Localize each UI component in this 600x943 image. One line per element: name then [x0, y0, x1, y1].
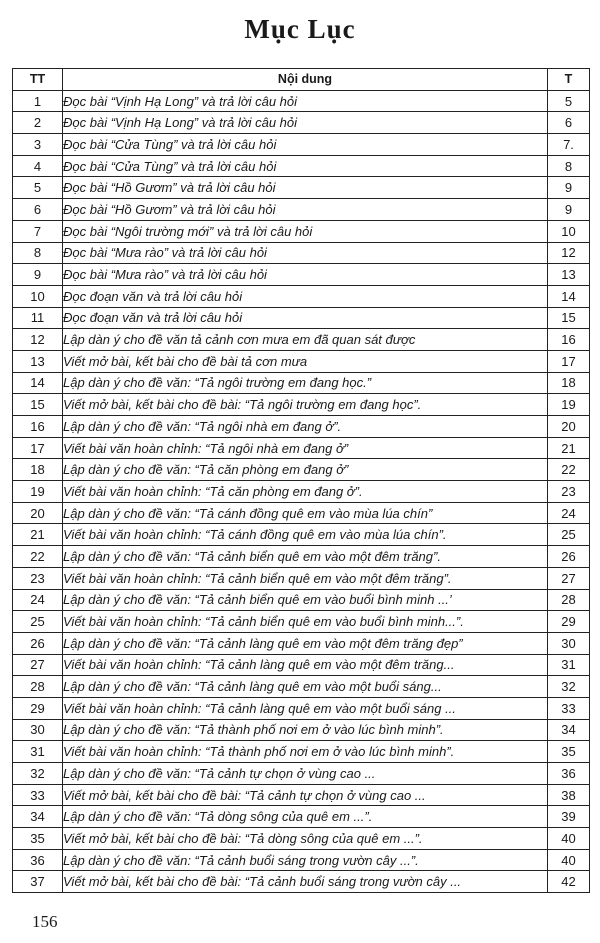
row-page: 33 [548, 697, 590, 719]
table-row [13, 264, 590, 286]
table-row [13, 199, 590, 221]
table-row [13, 437, 590, 459]
row-number: 28 [13, 676, 63, 698]
row-page: 39 [548, 806, 590, 828]
row-page: 40 [548, 828, 590, 850]
row-content: Đọc bài “Cửa Tùng” và trả lời câu hỏi [63, 155, 548, 177]
table-row [13, 481, 590, 503]
row-number: 1 [13, 90, 63, 112]
table-row [13, 372, 590, 394]
row-number: 34 [13, 806, 63, 828]
row-page: 17 [548, 350, 590, 372]
table-row [13, 307, 590, 329]
table-row [13, 871, 590, 893]
header-content: Nội dung [63, 69, 548, 91]
table-row [13, 546, 590, 568]
row-page: 13 [548, 264, 590, 286]
table-row [13, 784, 590, 806]
row-content: Đọc bài “Vịnh Hạ Long” và trả lời câu hỏi [63, 112, 548, 134]
row-page: 32 [548, 676, 590, 698]
page-number: 156 [32, 912, 58, 931]
row-content: Lập dàn ý cho đề văn: “Tả căn phòng em đang ở” [63, 459, 548, 481]
row-number: 29 [13, 697, 63, 719]
table-row [13, 741, 590, 763]
row-page: 31 [548, 654, 590, 676]
row-number: 5 [13, 177, 63, 199]
table-row [13, 524, 590, 546]
row-page: 30 [548, 632, 590, 654]
row-content: Lập dàn ý cho đề văn: “Tả cảnh buổi sáng trong vườn cây ...”. [63, 849, 548, 871]
row-page: 35 [548, 741, 590, 763]
row-content: Đọc bài “Vịnh Hạ Long” và trả lời câu hỏi [63, 90, 548, 112]
row-page: 38 [548, 784, 590, 806]
row-number: 22 [13, 546, 63, 568]
row-number: 10 [13, 285, 63, 307]
row-page: 28 [548, 589, 590, 611]
table-row [13, 763, 590, 785]
row-page: 9 [548, 199, 590, 221]
row-page: 19 [548, 394, 590, 416]
row-content: Lập dàn ý cho đề văn: “Tả cảnh làng quê em vào một buổi sáng... [63, 676, 548, 698]
row-number: 31 [13, 741, 63, 763]
row-content: Viết mở bài, kết bài cho đề bài: “Tả ngôi trường em đang học”. [63, 394, 548, 416]
row-page: 9 [548, 177, 590, 199]
table-row [13, 849, 590, 871]
row-number: 26 [13, 632, 63, 654]
row-page: 23 [548, 481, 590, 503]
row-number: 18 [13, 459, 63, 481]
table-row [13, 329, 590, 351]
row-page: 10 [548, 220, 590, 242]
row-content: Viết mở bài, kết bài cho đề bài: “Tả cảnh tự chọn ở vùng cao ... [63, 784, 548, 806]
row-content: Viết mở bài, kết bài cho đề bài: “Tả cảnh buổi sáng trong vườn cây ... [63, 871, 548, 893]
row-content: Viết mở bài, kết bài cho đề bài: “Tả dòng sông của quê em ...”. [63, 828, 548, 850]
row-number: 23 [13, 567, 63, 589]
table-row [13, 611, 590, 633]
table-row [13, 697, 590, 719]
row-content: Viết mở bài, kết bài cho đề bài tả cơn mưa [63, 350, 548, 372]
row-content: Lập dàn ý cho đề văn: “Tả cảnh biển quê em vào một đêm trăng”. [63, 546, 548, 568]
row-page: 20 [548, 416, 590, 438]
table-row [13, 806, 590, 828]
row-number: 13 [13, 350, 63, 372]
row-content: Viết bài văn hoàn chỉnh: “Tả cảnh biển quê em vào một đêm trăng”. [63, 567, 548, 589]
row-content: Lập dàn ý cho đề văn: “Tả ngôi trường em đang học.” [63, 372, 548, 394]
row-number: 30 [13, 719, 63, 741]
row-number: 24 [13, 589, 63, 611]
row-page: 18 [548, 372, 590, 394]
row-content: Đọc đoạn văn và trả lời câu hỏi [63, 307, 548, 329]
row-number: 8 [13, 242, 63, 264]
row-number: 32 [13, 763, 63, 785]
row-content: Viết bài văn hoàn chỉnh: “Tả cảnh làng quê em vào một buổi sáng ... [63, 697, 548, 719]
row-content: Đọc bài “Mưa rào” và trả lời câu hỏi [63, 242, 548, 264]
row-content: Viết bài văn hoàn chỉnh: “Tả cánh đồng quê em vào mùa lúa chín”. [63, 524, 548, 546]
table-row [13, 459, 590, 481]
row-page: 12 [548, 242, 590, 264]
row-content: Lập dàn ý cho đề văn: “Tả cảnh làng quê em vào một đêm trăng đẹp” [63, 632, 548, 654]
row-number: 17 [13, 437, 63, 459]
row-content: Đọc bài “Hồ Gươm” và trả lời câu hỏi [63, 199, 548, 221]
table-row [13, 134, 590, 156]
table-row [13, 589, 590, 611]
row-content: Viết bài văn hoàn chỉnh: “Tả thành phố nơi em ở vào lúc bình minh”. [63, 741, 548, 763]
row-page: 42 [548, 871, 590, 893]
row-number: 27 [13, 654, 63, 676]
row-number: 6 [13, 199, 63, 221]
table-row [13, 112, 590, 134]
row-page: 36 [548, 763, 590, 785]
row-content: Đọc bài “Hồ Gươm” và trả lời câu hỏi [63, 177, 548, 199]
row-number: 9 [13, 264, 63, 286]
row-page: 6 [548, 112, 590, 134]
row-number: 11 [13, 307, 63, 329]
table-row [13, 676, 590, 698]
row-page: 29 [548, 611, 590, 633]
row-page: 22 [548, 459, 590, 481]
row-number: 14 [13, 372, 63, 394]
row-number: 2 [13, 112, 63, 134]
row-page: 7. [548, 134, 590, 156]
row-number: 12 [13, 329, 63, 351]
row-page: 8 [548, 155, 590, 177]
row-content: Lập dàn ý cho đề văn: “Tả cánh đồng quê em vào mùa lúa chín” [63, 502, 548, 524]
row-page: 14 [548, 285, 590, 307]
row-number: 7 [13, 220, 63, 242]
table-row [13, 350, 590, 372]
table-row [13, 828, 590, 850]
row-content: Viết bài văn hoàn chỉnh: “Tả ngôi nhà em đang ở” [63, 437, 548, 459]
row-content: Đọc bài “Cửa Tùng” và trả lời câu hỏi [63, 134, 548, 156]
table-row [13, 155, 590, 177]
table-row [13, 632, 590, 654]
row-number: 37 [13, 871, 63, 893]
table-row [13, 285, 590, 307]
row-number: 36 [13, 849, 63, 871]
row-content: Lập dàn ý cho đề văn: “Tả cảnh tự chọn ở vùng cao ... [63, 763, 548, 785]
row-content: Lập dàn ý cho đề văn tả cảnh cơn mưa em đã quan sát được [63, 329, 548, 351]
row-page: 16 [548, 329, 590, 351]
row-number: 33 [13, 784, 63, 806]
row-content: Đọc đoạn văn và trả lời câu hỏi [63, 285, 548, 307]
row-content: Lập dàn ý cho đề văn: “Tả cảnh biển quê em vào buổi bình minh ...’ [63, 589, 548, 611]
header-number: TT [13, 69, 63, 91]
table-row [13, 654, 590, 676]
table-row [13, 177, 590, 199]
table-of-contents [12, 68, 590, 893]
row-number: 25 [13, 611, 63, 633]
row-content: Đọc bài “Ngôi trường mới” và trả lời câu hỏi [63, 220, 548, 242]
row-number: 20 [13, 502, 63, 524]
table-row [13, 502, 590, 524]
table-row [13, 567, 590, 589]
row-content: Lập dàn ý cho đề văn: “Tả dòng sông của quê em ...”. [63, 806, 548, 828]
page-title: Mục Lục [244, 14, 356, 44]
row-content: Đọc bài “Mưa rào” và trả lời câu hỏi [63, 264, 548, 286]
row-number: 3 [13, 134, 63, 156]
table-row [13, 242, 590, 264]
row-page: 27 [548, 567, 590, 589]
row-page: 5 [548, 90, 590, 112]
row-number: 4 [13, 155, 63, 177]
row-page: 40 [548, 849, 590, 871]
table-body [13, 90, 590, 892]
table-row [13, 416, 590, 438]
row-content: Viết bài văn hoàn chỉnh: “Tả cảnh biển quê em vào buổi bình minh...”. [63, 611, 548, 633]
table-row [13, 394, 590, 416]
row-number: 35 [13, 828, 63, 850]
table-row [13, 220, 590, 242]
row-number: 15 [13, 394, 63, 416]
row-page: 26 [548, 546, 590, 568]
table-row [13, 90, 590, 112]
row-number: 16 [13, 416, 63, 438]
row-content: Lập dàn ý cho đề văn: “Tả thành phố nơi em ở vào lúc bình minh”. [63, 719, 548, 741]
row-number: 19 [13, 481, 63, 503]
table-header-row [13, 69, 590, 91]
row-page: 21 [548, 437, 590, 459]
row-content: Lập dàn ý cho đề văn: “Tả ngôi nhà em đang ở”. [63, 416, 548, 438]
row-content: Viết bài văn hoàn chỉnh: “Tả cảnh làng quê em vào một đêm trăng... [63, 654, 548, 676]
row-page: 34 [548, 719, 590, 741]
row-page: 25 [548, 524, 590, 546]
row-page: 15 [548, 307, 590, 329]
row-number: 21 [13, 524, 63, 546]
row-content: Viết bài văn hoàn chỉnh: “Tả căn phòng em đang ở”. [63, 481, 548, 503]
header-page: T [548, 69, 590, 91]
table-row [13, 719, 590, 741]
row-page: 24 [548, 502, 590, 524]
